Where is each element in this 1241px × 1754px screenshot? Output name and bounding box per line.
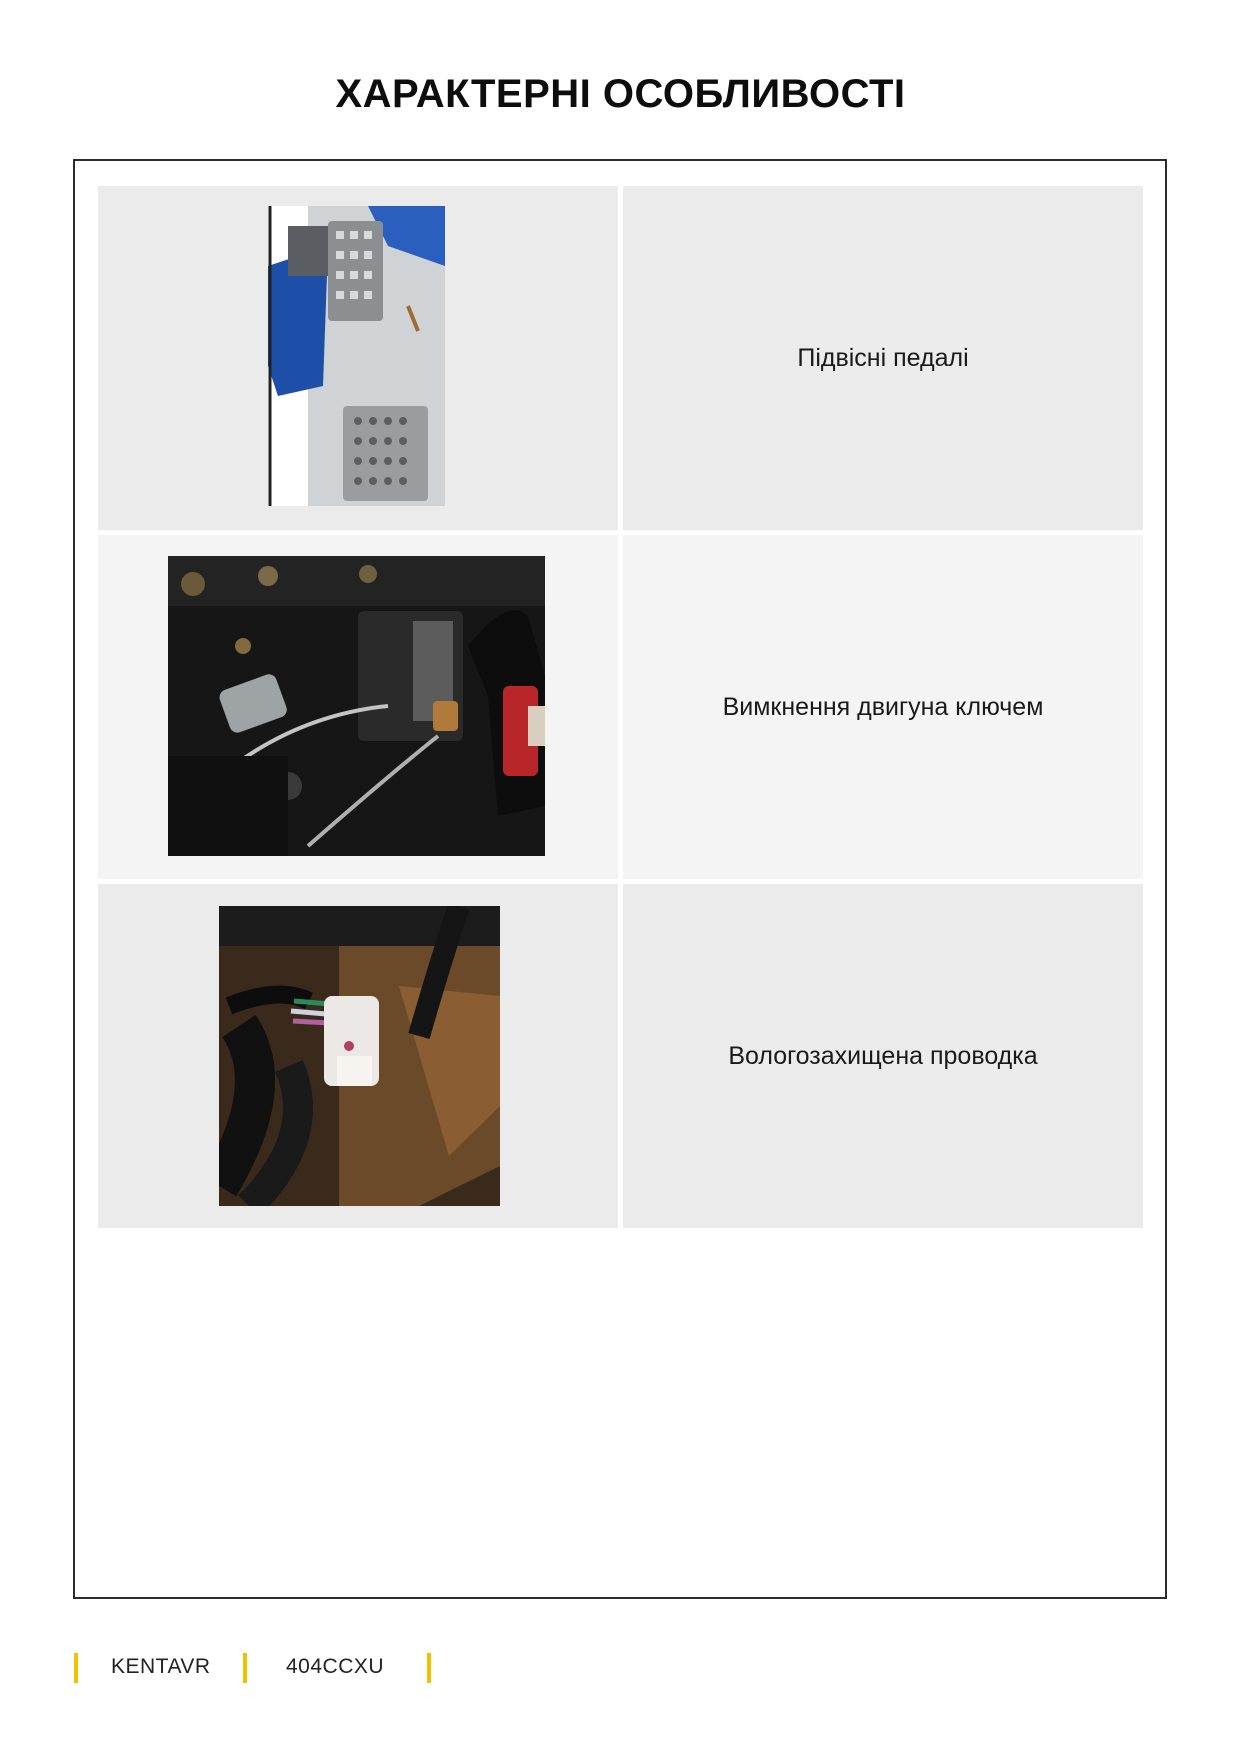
footer-model: 404CCXU xyxy=(286,1655,385,1678)
feature-row xyxy=(98,535,1143,879)
feature-table xyxy=(98,186,1143,1233)
feature-row xyxy=(98,186,1143,530)
engine-key-stop-photo xyxy=(168,556,545,856)
feature-label: Підвісні педалі xyxy=(797,343,969,372)
footer-brand: KENTAVR xyxy=(111,1655,211,1678)
feature-label: Вологозахищена проводка xyxy=(728,1041,1038,1070)
page-title: ХАРАКТЕРНІ ОСОБЛИВОСТІ xyxy=(335,72,906,116)
page-footer xyxy=(0,1653,1241,1693)
feature-label-cell xyxy=(623,186,1143,530)
feature-label-cell xyxy=(623,535,1143,879)
feature-label: Вимкнення двигуна ключем xyxy=(722,692,1044,721)
feature-row xyxy=(98,884,1143,1228)
feature-label-cell xyxy=(623,884,1143,1228)
footer-divider xyxy=(74,1653,78,1683)
waterproof-wiring-photo xyxy=(219,906,500,1206)
feature-image-cell xyxy=(98,186,618,530)
feature-image-cell xyxy=(98,884,618,1228)
footer-divider xyxy=(243,1653,247,1683)
suspended-pedals-photo xyxy=(268,206,445,506)
footer-divider xyxy=(427,1653,431,1683)
feature-image-cell xyxy=(98,535,618,879)
